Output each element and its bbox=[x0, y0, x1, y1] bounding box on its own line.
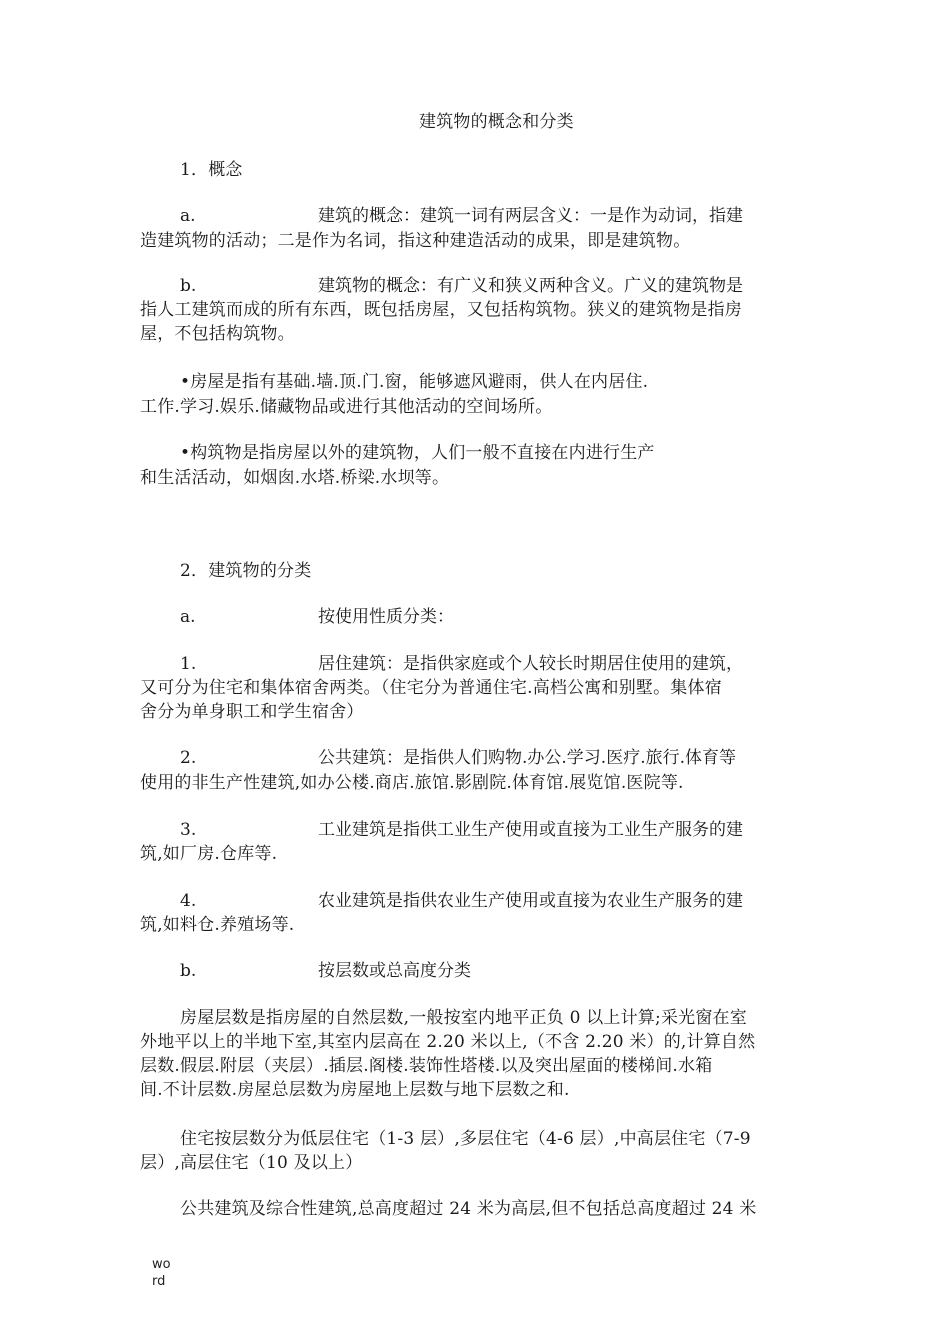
list-item-marker: 2. bbox=[180, 748, 197, 768]
paragraph-line: 公共建筑及综合性建筑,总高度超过 24 米为高层,但不包括总高度超过 24 米 bbox=[180, 1199, 757, 1219]
item-b-marker: b. bbox=[180, 276, 197, 296]
paragraph-line: 居住建筑：是指供家庭或个人较长时期居住使用的建筑， bbox=[318, 654, 743, 674]
item-a-marker: a. bbox=[180, 607, 196, 627]
paragraph-line: 筑,如料仓.养殖场等. bbox=[140, 915, 295, 935]
item-a-marker: a. bbox=[180, 206, 196, 226]
paragraph-line: 又可分为住宅和集体宿舍两类。（住宅分为普通住宅.高档公寓和别墅。集体宿 bbox=[140, 678, 722, 698]
paragraph-line: 层数.假层.附层（夹层）.插层.阁楼.装饰性塔楼.以及突出屋面的楼梯间.水箱 bbox=[140, 1056, 713, 1076]
paragraph-line: 筑,如厂房.仓库等. bbox=[140, 844, 278, 864]
paragraph-line: 舍分为单身职工和学生宿舍） bbox=[140, 702, 364, 722]
paragraph-line: 间.不计层数.房屋总层数为房屋地上层数与地下层数之和. bbox=[140, 1080, 570, 1100]
bullet-line: •房屋是指有基础.墙.顶.门.窗，能够遮风避雨，供人在内居住. bbox=[180, 372, 649, 392]
paragraph-line: 屋，不包括构筑物。 bbox=[140, 324, 295, 344]
item-b-marker: b. bbox=[180, 961, 197, 981]
paragraph-line: 工作.学习.娱乐.储藏物品或进行其他活动的空间场所。 bbox=[140, 397, 553, 417]
paragraph-line: 层）,高层住宅（10 及以上） bbox=[140, 1153, 363, 1173]
paragraph-line: 公共建筑：是指供人们购物.办公.学习.医疗.旅行.体育等 bbox=[318, 748, 737, 768]
paragraph-line: 外地平以上的半地下室,其室内层高在 2.20 米以上,（不含 2.20 米）的,计算自然 bbox=[140, 1032, 756, 1052]
paragraph-line: 工业建筑是指供工业生产使用或直接为工业生产服务的建 bbox=[318, 820, 743, 840]
bullet-line: •构筑物是指房屋以外的建筑物，人们一般不直接在内进行生产 bbox=[180, 443, 655, 463]
paragraph-line: 农业建筑是指供农业生产使用或直接为农业生产服务的建 bbox=[318, 891, 743, 911]
paragraph-line: 住宅按层数分为低层住宅（1-3 层）,多层住宅（4-6 层）,中高层住宅（7-9 bbox=[180, 1129, 751, 1149]
paragraph-line: 指人工建筑而成的所有东西，既包括房屋，又包括构筑物。狭义的建筑物是指房 bbox=[140, 300, 742, 320]
list-item-marker: 1. bbox=[180, 654, 197, 674]
subheading: 按使用性质分类： bbox=[318, 607, 454, 627]
section-2-heading: 2．建筑物的分类 bbox=[180, 561, 312, 581]
paragraph-line: 和生活活动，如烟囱.水塔.桥梁.水坝等。 bbox=[140, 468, 450, 488]
subheading: 按层数或总高度分类 bbox=[318, 961, 471, 981]
footer-word-line1: wo bbox=[152, 1257, 171, 1272]
section-1-heading: 1．概念 bbox=[180, 160, 243, 180]
footer-word-line2: rd bbox=[152, 1274, 166, 1289]
list-item-marker: 4. bbox=[180, 891, 197, 911]
paragraph-line: 建筑物的概念：有广义和狭义两种含义。广义的建筑物是 bbox=[318, 276, 743, 296]
paragraph-line: 使用的非生产性建筑,如办公楼.商店.旅馆.影剧院.体育馆.展览馆.医院等. bbox=[140, 773, 684, 793]
paragraph-line: 房屋层数是指房屋的自然层数,一般按室内地平正负 0 以上计算;采光窗在室 bbox=[180, 1008, 747, 1028]
list-item-marker: 3. bbox=[180, 820, 197, 840]
paragraph-line: 建筑的概念：建筑一词有两层含义：一是作为动词，指建 bbox=[318, 206, 743, 226]
page-title: 建筑物的概念和分类 bbox=[419, 112, 574, 132]
paragraph-line: 造建筑物的活动；二是作为名词，指这种建造活动的成果，即是建筑物。 bbox=[140, 231, 691, 251]
